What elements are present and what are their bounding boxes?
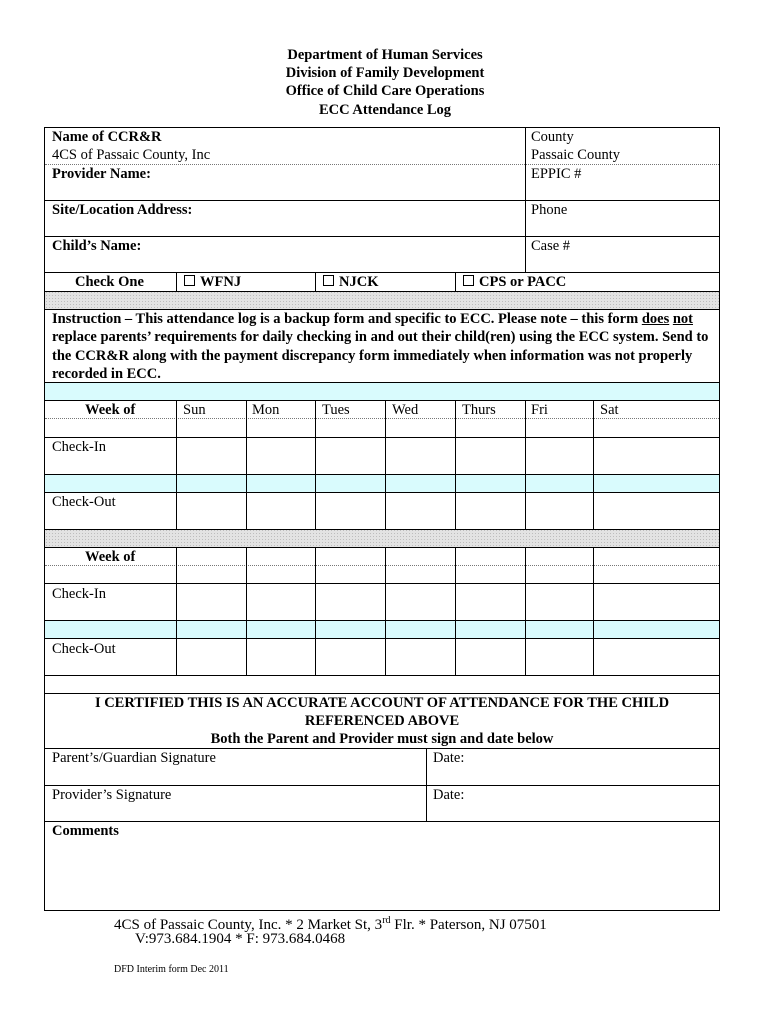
- certification-line-2: REFERENCED ABOVE: [304, 713, 460, 729]
- check-option-label: NJCK: [339, 274, 379, 290]
- day-header-wed: Wed: [392, 402, 419, 418]
- parent-date-label: Date:: [433, 750, 465, 766]
- rule: [455, 547, 456, 675]
- form-title: ECC Attendance Log: [318, 101, 452, 118]
- form-header: [0, 46, 770, 119]
- rule: [44, 492, 720, 493]
- department-title: Department of Human Services: [287, 47, 483, 63]
- rule: [455, 400, 456, 529]
- rule: [385, 547, 386, 675]
- rule: [176, 400, 177, 529]
- check-option-label: WFNJ: [200, 274, 242, 290]
- phone-label: Phone: [531, 202, 568, 218]
- day-header-tues: Tues: [322, 402, 350, 418]
- rule: [525, 400, 526, 529]
- rule: [455, 272, 456, 291]
- county-value[interactable]: Passaic County: [531, 147, 621, 163]
- checkbox-icon[interactable]: [323, 275, 334, 286]
- office-title: Office of Child Care Operations: [285, 83, 485, 100]
- dotted-rule: [45, 565, 719, 566]
- division-title: Division of Family Development: [285, 65, 485, 82]
- provider-signature-label: Provider’s Signature: [52, 787, 172, 803]
- check-option-njck[interactable]: [323, 274, 378, 292]
- check-out-label-2: Check-Out: [52, 641, 116, 657]
- rule: [44, 785, 720, 786]
- rule: [44, 748, 720, 749]
- rule: [44, 474, 720, 475]
- day-header-sun: Sun: [183, 402, 206, 418]
- site-address-label: Site/Location Address:: [52, 202, 193, 218]
- address-part-1: 4CS of Passaic County, Inc. * 2 Market St, 3: [114, 917, 383, 933]
- rule: [315, 272, 316, 291]
- check-in-label-2: Check-In: [52, 586, 106, 602]
- rule: [176, 547, 177, 675]
- rule: [44, 547, 720, 548]
- rule: [593, 547, 594, 675]
- rule: [44, 200, 720, 201]
- county-label: County: [531, 129, 574, 145]
- instruction-part-2: replace parents’ requirements for daily checking in and out their child(ren) using the ECC system. Send to the CCR&R along with the payment discrepancy form immediately when information was not properly recorded in ECC.: [52, 329, 709, 382]
- provider-name-label: Provider Name:: [52, 166, 151, 182]
- rule: [44, 272, 720, 273]
- week-of-label: Week of: [85, 402, 136, 418]
- footer-phones: V:973.684.1904 * F: 973.684.0468: [135, 931, 346, 947]
- day-header-mon: Mon: [252, 402, 280, 418]
- check-option-label: CPS or PACC: [479, 274, 567, 290]
- rule: [525, 127, 526, 273]
- rule: [315, 400, 316, 529]
- ccrr-name-value[interactable]: 4CS of Passaic County, Inc: [52, 147, 211, 163]
- comments-label: Comments: [52, 823, 119, 839]
- check-option-cps-pacc[interactable]: [463, 274, 566, 292]
- provider-date-label: Date:: [433, 787, 465, 803]
- address-superscript: rd: [382, 915, 391, 926]
- day-header-thurs: Thurs: [462, 402, 496, 418]
- checkbox-icon[interactable]: [463, 275, 474, 286]
- checkbox-icon[interactable]: [184, 275, 195, 286]
- rule: [44, 236, 720, 237]
- rule: [315, 547, 316, 675]
- ccrr-name-label: Name of CCR&R: [52, 129, 162, 145]
- rule: [525, 547, 526, 675]
- child-name-label: Child’s Name:: [52, 238, 142, 254]
- eppic-label: EPPIC #: [531, 166, 582, 182]
- rule: [385, 400, 386, 529]
- rule: [44, 821, 720, 822]
- instruction-does: does: [641, 311, 670, 327]
- rule: [246, 547, 247, 675]
- check-one-label: Check One: [75, 274, 144, 290]
- check-option-wfnj[interactable]: [184, 274, 241, 292]
- rule: [593, 400, 594, 529]
- instruction-part-1: Instruction – This attendance log is a backup form and specific to ECC. Please note – this form: [52, 311, 642, 327]
- rule: [44, 583, 720, 584]
- day-header-sat: Sat: [600, 402, 619, 418]
- rule: [426, 748, 427, 821]
- rule: [246, 400, 247, 529]
- rule: [44, 291, 720, 292]
- form-id: DFD Interim form Dec 2011: [114, 964, 229, 975]
- rule: [44, 675, 720, 676]
- rule: [44, 400, 720, 401]
- instruction-text: [52, 310, 717, 383]
- rule: [44, 638, 720, 639]
- parent-signature-label: Parent’s/Guardian Signature: [52, 750, 216, 766]
- address-part-2: Flr. * Paterson, NJ 07501: [390, 917, 547, 933]
- case-number-label: Case #: [531, 238, 571, 254]
- check-in-label: Check-In: [52, 439, 106, 455]
- rule: [44, 529, 720, 530]
- rule: [176, 272, 177, 291]
- instruction-not: not: [672, 311, 693, 327]
- day-header-fri: Fri: [531, 402, 548, 418]
- week-of-label-2: Week of: [85, 549, 136, 565]
- certification-line-1: I CERTIFIED THIS IS AN ACCURATE ACCOUNT OF ATTENDANCE FOR THE CHILD: [94, 695, 670, 711]
- check-out-label: Check-Out: [52, 494, 116, 510]
- certification-block: [44, 694, 720, 748]
- certification-line-3: Both the Parent and Provider must sign and date below: [210, 731, 554, 747]
- rule: [44, 620, 720, 621]
- rule: [44, 437, 720, 438]
